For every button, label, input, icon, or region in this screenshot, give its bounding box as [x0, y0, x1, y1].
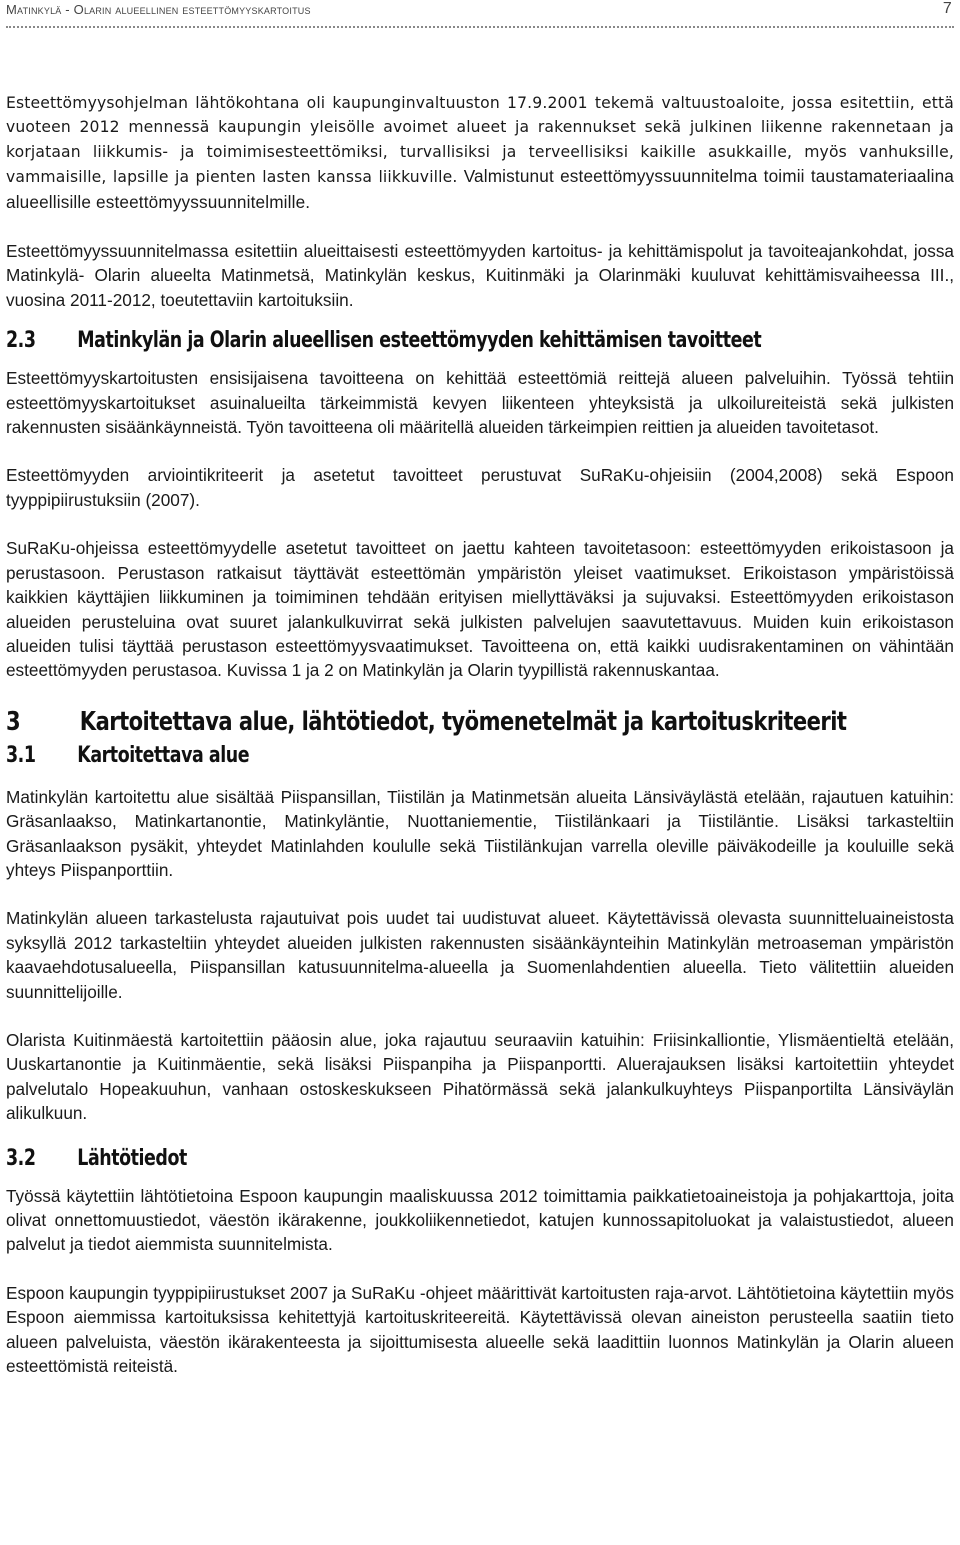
paragraph-matinkyla-area: Matinkylän kartoitettu alue sisältää Piispansillan, Tiistilän ja Matinmetsän alueita Länsiväylästä etelään, rajautuen katuihin: Gräsanlaakso, Matinkartanontie, Matinkyläntie, Nuottaniementie, Tiistilänkaari ja Tiistiläntie. Lisäksi tarkasteltiin Gräsanlaakson pysäkit, yhteydet Matinlahden koululle sekä Tiistilänkujan varrella oleville päiväkodeille ja kouluille sekä yhteys Piispanporttiin.: [6, 786, 954, 880]
paragraph-limit-values: Espoon kaupungin tyyppipiirustukset 2007 ja SuRaKu -ohjeet määrittivät kartoitusten raja-arvot. Lähtötietoina käytettiin myös Espoon aiemmissa kartoituksissa kehitettyjä kartoituskriteereitä. Käytettävissä olevan aineiston perusteella saatiin tieto alueen palveluista, väestön ikärakenteesta ja sijoittumisesta alueelle sekä laadittiin luonnos Matinkylän ja Olarin alueen esteettömistä reiteistä.: [6, 1282, 954, 1377]
section-title-3-2: Lähtötiedot: [77, 1145, 187, 1171]
paragraph-source-data: Työssä käytettiin lähtötietoina Espoon kaupungin maaliskuussa 2012 toimittamia paikkatietoaineistoja ja pohjakarttoja, joita olivat onnettomuustiedot, väestön ikärakenne, joukkoliikennetiedot, katujen kunnossapitoluokat ja valaistustiedot, alueen palvelut ja tiedot aiemmista suunnitelmista.: [6, 1185, 954, 1255]
section-title-3-1: Kartoitettava alue: [77, 742, 250, 768]
paragraph-development-paths: Esteettömyyssuunnitelmassa esitettiin alueittaisesti esteettömyyden kartoitus- ja kehittämispolut ja tavoiteajankohdat, jossa Matinkylä- Olarin alueelta Matinmetsä, Matinkylän keskus, Kuitinmäki ja Olarinmäki kuuluvat kehittämisvaiheessa III., vuosina 2011-2012, toeutettaviin kartoituksiin.: [6, 241, 954, 310]
paragraph-goals: Esteettömyyskartoitusten ensisijaisena tavoitteena on kehittää esteettömiä reittejä alueen palveluihin. Työssä tehtiin esteettömyyskartoitukset asuinalueilta tärkeimmistä kevyen liikenteen yhteyksistä ja ulkoilureiteistä sekä julkisten rakennusten sisäänkäynneistä. Työn tavoitteena oli määritellä alueiden tärkeimpien reittien ja alueiden tavoitetasot.: [6, 368, 954, 438]
paragraph-olari-area: Olarista Kuitinmäestä kartoitettiin pääosin alue, joka rajautuu seuraaviin katuihin: Friisinkalliontie, Ylismäentieltä etelään, Uuskartanontie ja Kuitinmäentie, sekä lisäksi Piispanpiha ja Piispanportti. Aluerajauksen lisäksi kartoitettiin yhteydet palvelutalo Hopeakuuhun, vanhaan ostoskeskukseen Pihatörmässä sekä jalankulkuyhteys Piispanportilta Länsiväylän alikulkuun.: [6, 1029, 954, 1124]
page-number: 7: [942, 0, 952, 17]
paragraph-criteria: Esteettömyyden arviointikriteerit ja asetetut tavoitteet perustuvat SuRaKu-ohjeisiin (2004,2008) sekä Espoon tyyppipiirustuksiin (2007).: [6, 465, 954, 510]
section-heading-3-2: [6, 1144, 840, 1174]
paragraph-excluded-areas: Matinkylän alueen tarkastelusta rajautuivat pois uudet tai uudistuvat alueet. Käytettävissä olevasta suunnitteluaineistosta syksyllä 2012 tarkasteltiin yhteydet alueiden julkisten rakennusten sisäänkäynteihin Matinkylän metroaseman ympäristön kaavaehdotusalueella, Piispansillan katusuunnitelma-alueella ja Suomenlahdentien alueella. Tieto välitettiin alueiden suunnittelijoille.: [6, 908, 954, 1002]
paragraph-suraku-levels: SuRaKu-ohjeissa esteettömyydelle asetetut tavoitteet on jaettu kahteen tavoitetasoon: esteettömyyden erikoistasoon ja perustasoon. Perustason ratkaisut täyttävät esteettömän ympäristön yleiset vaatimukset. Erikoistason ympäristöissä kaikkien käyttäjien liikkuminen ja toimiminen tehdään erityisen miellyttäväksi ja sujuvaksi. Esteettömyyden erikoistason alueiden perusteluina ovat suuret jalankulkuvirrat sekä julkisten palvelujen saavutettavuus. Muiden kuin erikoistason alueiden tulisi täyttää perustason esteettömyysvaatimukset. Tavoitteena on, että kaikki uudisrakentaminen on vähintään esteettömyyden perustasoa. Kuvissa 1 ja 2 on Matinkylän ja Olarin tyypillistä rakennuskantaa.: [6, 538, 954, 681]
section-heading-2-3: [6, 326, 840, 356]
document-body: [6, 91, 954, 1378]
section-title-2-3: Matinkylän ja Olarin alueellisen esteettömyyden kehittämisen tavoitteet: [77, 328, 762, 354]
chapter-title-3: Kartoitettava alue, lähtötiedot, työmenetelmät ja kartoituskriteerit: [79, 706, 847, 737]
paragraph-program-origin: [6, 91, 954, 215]
paragraph-program-origin-a: Esteettömyysohjelman lähtökohtana oli kaupunginvaltuuston 17.9.2001 tekemä valtuustoaloite, jossa esitettiin, että vuoteen 2012 mennessä kaupungin yleisölle avoimet alueet ja rakennukset sekä julkinen liikenne rakennetaan ja korjataan liikkumis- ja toimimisesteettömiksi, turvallisiksi ja terveellisiksi kaikille asukkaille, myös vanhuksille, vammaisille, lapsille ja pienten lasten kanssa liikkuville.: [6, 94, 954, 187]
chapter-heading-3: [6, 705, 859, 739]
running-header: [6, 0, 954, 24]
section-number-2-3: 2.3: [6, 328, 36, 354]
chapter-number-3: 3: [6, 706, 21, 737]
section-heading-3-1: [6, 741, 840, 771]
paragraph-program-origin-b: Valmistunut esteettömyyssuunnitelma toimii taustamateriaalina alueellisille esteettömyyssuunnitelmille.: [6, 166, 954, 212]
section-number-3-1: 3.1: [6, 742, 36, 768]
header-title: Matinkylä - Olarin alueellinen esteettömyyskartoitus: [6, 2, 311, 17]
section-number-3-2: 3.2: [6, 1145, 36, 1171]
header-divider: [6, 26, 954, 28]
